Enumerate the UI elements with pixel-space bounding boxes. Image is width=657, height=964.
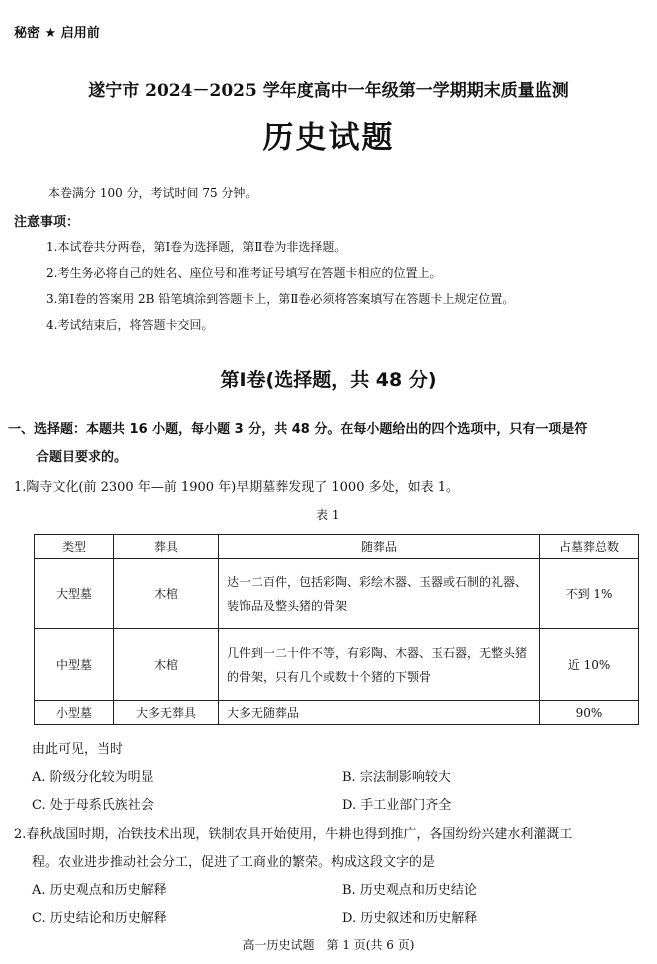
page-footer: 高一历史试题 第 1 页(共 6 页): [242, 938, 415, 952]
subject-title: 历史试题: [262, 120, 395, 156]
table-cell: 木棺: [114, 629, 219, 701]
q1-option-a: A. 阶级分化较为明显: [32, 770, 154, 785]
q2-option-c: C. 历史结论和历史解释: [32, 911, 167, 926]
table-cell: [219, 629, 540, 701]
table-cell: 大多无葬具: [114, 701, 219, 725]
confidential-label: 秘密 ★ 启用前: [14, 26, 100, 41]
section-instruction: 一、选择题：本题共 16 小题，每小题 3 分，共 48 分。在每小题给出的四个选项中，只有一项是符: [8, 422, 588, 437]
table-row: [35, 629, 639, 701]
exam-title: 遂宁市 2024－2025 学年度高中一年级第一学期期末质量监测: [88, 81, 569, 101]
note-item: 3.第Ⅰ卷的答案用 2B 铅笔填涂到答题卡上，第Ⅱ卷必须将答案填写在答题卡上规定位置。: [46, 292, 515, 306]
cell-text: 达一二百件，包括彩陶、彩绘木器、玉器或石制的礼器、装饰品及整头猪的骨架: [227, 574, 528, 613]
table-header-row: [35, 535, 639, 559]
tomb-table: [34, 534, 639, 725]
question-2-stem-cont: 程。农业进步推动社会分工，促进了工商业的繁荣。构成这段文字的是: [32, 855, 436, 870]
table-cell: 近 10%: [540, 629, 639, 701]
note-item: 1.本试卷共分两卷，第Ⅰ卷为选择题，第Ⅱ卷为非选择题。: [46, 240, 347, 254]
table-header: 类型: [35, 535, 114, 559]
note-item: 2.考生务必将自己的姓名、座位号和准考证号填写在答题卡相应的位置上。: [46, 266, 442, 280]
note-item: 4.考试结束后，将答题卡交回。: [46, 318, 214, 332]
score-time-info: 本卷满分 100 分，考试时间 75 分钟。: [48, 186, 258, 200]
table-header: 占墓葬总数: [540, 535, 639, 559]
table-cell: 大型墓: [35, 559, 114, 629]
q2-option-a: A. 历史观点和历史解释: [32, 883, 167, 898]
table-row: [35, 559, 639, 629]
q1-option-c: C. 处于母系氏族社会: [32, 798, 154, 813]
q1-option-b: B. 宗法制影响较大: [342, 770, 451, 785]
table-cell: 小型墓: [35, 701, 114, 725]
q2-option-d: D. 历史叙述和历史解释: [342, 911, 478, 926]
question-1-stem: 1.陶寺文化(前 2300 年—前 1900 年)早期墓葬发现了 1000 多处，如表 1。: [14, 480, 459, 495]
q1-option-d: D. 手工业部门齐全: [342, 798, 452, 813]
cell-text: 几件到一二十件不等，有彩陶、木器、玉石器，无整头猪的骨架，只有几个或数十个猪的下颚骨: [227, 645, 528, 684]
question-1-lead: 由此可见，当时: [32, 742, 124, 757]
q2-option-b: B. 历史观点和历史结论: [342, 883, 477, 898]
table-cell: 大多无随葬品: [219, 701, 540, 725]
section-title: 第Ⅰ卷(选择题，共 48 分): [220, 369, 437, 391]
question-2-stem: 2.春秋战国时期，冶铁技术出现，铁制农具开始使用，牛耕也得到推广，各国纷纷兴建水利灌溉工: [14, 827, 573, 842]
table-header: 葬具: [114, 535, 219, 559]
table-row: [35, 701, 639, 725]
table-cell: 不到 1%: [540, 559, 639, 629]
table-cell: [219, 559, 540, 629]
table-cell: 中型墓: [35, 629, 114, 701]
table-cell: 木棺: [114, 559, 219, 629]
table-header: 随葬品: [219, 535, 540, 559]
section-instruction-cont: 合题目要求的。: [36, 450, 128, 465]
table-caption: 表 1: [316, 508, 340, 522]
notes-heading: 注意事项：: [14, 215, 80, 230]
table-cell: 90%: [540, 701, 639, 725]
